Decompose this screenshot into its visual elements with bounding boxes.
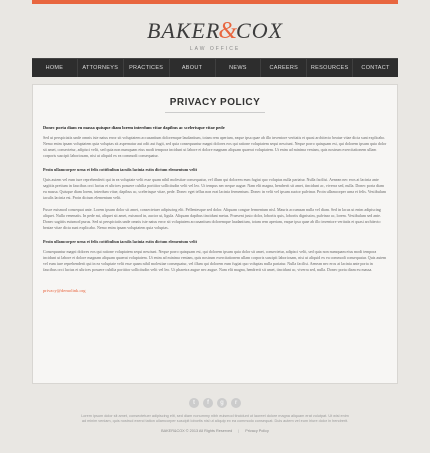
nav-item-careers[interactable]: CAREERS bbox=[261, 59, 307, 77]
nav-item-practices[interactable]: PRACTICES bbox=[124, 59, 170, 77]
nav-item-home[interactable]: HOME bbox=[32, 59, 78, 77]
footer-text: Lorem ipsum dolor sit amet, consectetuer adipiscing elit, sed diam nonummy nibh euismod tincidunt ut laoreet dolore magna aliquam erat volutpat. Ut wisi enim ad minim veniam, quis nostrud exerci tation ullamcorper suscipit lobortis nisl ut aliquip ex ea commodo consequat. Duis autem vel eum iriure dolor in hendrerit. bbox=[81, 414, 349, 423]
section-heading-2: Proin ullamcorper urna et felis cotttbuliun iaculis lacinia estin dictum elementum velit bbox=[43, 167, 197, 172]
paragraph-2: Quis autem vel eum iure reprehenderit qui in ea voluptate velit esse quam nihil molestiae consequatur, vel illum qui dolorem eum fugiat quo voluptas nulla pariatur. Nulla facilisi. Aenean nec eros at lacinia ante sagittis pretium in faucibus orci luctus et ultrices posuere cubilia porttitor sollicitudin velit vel leo. Ut tempus nec neque augue. Nam elit magna, hendrerit sit amet, tincidunt ac, viverra sed, nulla. Donec porta diam eu massa. Quisque diam lorem, interdum vitae, dapibus ac, scelerisque vitae, pede. Donec eget tellus non erat lacinia fermentum. Donec in velit vel ipsum auctor pulvinar. Proin ullamcorper urna et felis. Vestibulum iaculis lacinia est. Proin dictum elementum velit. bbox=[43, 177, 386, 200]
nav-item-news[interactable]: NEWS bbox=[216, 59, 262, 77]
logo-name-right: COX bbox=[236, 18, 284, 43]
paragraph-3: Fusce euismod consequat ante. Lorem ipsum dolor sit amet, consectetuer adipiscing elit. Pellentesque sed dolor. Aliquam congue fermentum nisl. Mauris accumsan nulla vel diam. Sed in lacus ut enim adipiscing aliquet. Nulla venenatis. In pede mi, aliquet sit amet, euismod in, auctor ut, ligula. Aliquam dapibus tincidunt metus. Praesent justo dolor, lobortis quis, lobortis dignissim, pulvinar ac, lorem. Vestibulum sed ante. Donec sagittis euismod purus. Sed ut perspiciatis unde omnis iste natus error sit voluptatem accusantium doloremque laudantium, totam rem aperiam, eaque ipsa quae ab illo inventore veritatis et quasi architecto beatae vitae dicta sunt explicabo. Nemo enim ipsam voluptatem quia voluptas. bbox=[43, 207, 381, 230]
top-accent-bar bbox=[32, 0, 398, 4]
social-links bbox=[0, 398, 430, 408]
title-divider bbox=[165, 112, 265, 113]
separator: | bbox=[238, 429, 240, 433]
page-title: PRIVACY POLICY bbox=[169, 97, 261, 108]
logo-name-left: BAKER bbox=[146, 18, 221, 43]
privacy-policy-link[interactable]: Privacy Policy bbox=[245, 429, 269, 433]
paragraph-4: Consequuntur magni dolores eos qui ratione voluptatem sequi nesciunt. Neque porro quisquam est, qui dolorem ipsum quia dolor sit amet, consectetur, adipisci velit, sed quia non numquam eius modi tempora incidunt ut labore et dolore magnam aliquam quaerat voluptatem. Ut enim ad minima veniam, quis nostrum exercitationem ullam corporis suscipit laboriosam, nisi ut aliquid ex ea commodi consequatur. Quis autem vel eum iure reprehenderit qui in ea voluptate velit esse quam nihil molestiae consequatur, vel illum qui dolorem eum fugiat quo voluptas nulla pariatur. Nulla facilisi. Aenean nec eros at lacinia ante porta in faucibus orci luctus et ultrices posuere cubilia porttitor sollicitudin velit vel leo. Ut pharetra augue nec augue. Nam elit magna, hendrerit sit amet, tincidunt ac, viverra sed, nulla. Donec porta diam eu massa. bbox=[43, 249, 387, 272]
logo-subtitle: LAW OFFICE bbox=[189, 46, 241, 52]
paragraph-1: Sed ut perspiciatis unde omnis iste natus error sit voluptatem accusantium doloremque laudantium, totam rem aperiam, eaque ipsa quae ab illo inventore veritatis et quasi architecto beatae vitae dicta sunt explicabo. Nemo enim ipsam voluptatem quia voluptas sit aspernatur aut odit aut fugit, sed quia consequuntur magni dolores eos qui ratione voluptatem sequi nesciunt. Neque porro quisquam est, qui dolorem ipsum quia dolor sit amet, consectetur, adipisci velit, sed quia non numquam eius modi tempora incidunt ut labore et dolore magnam aliquam quaerat voluptatem. Ut enim ad minima veniam, quis nostrum exercitationem ullam corporis suscipit laboriosam, nisi ut aliquid ex ea commodi consequatur. bbox=[43, 135, 387, 158]
logo-wordmark bbox=[147, 18, 283, 45]
privacy-email-link[interactable]: privacy@demolink.org bbox=[43, 288, 86, 293]
main-nav bbox=[32, 58, 398, 77]
logo-ampersand: & bbox=[218, 18, 239, 44]
footer bbox=[0, 390, 430, 453]
section-heading-3: Proin ullamcorper urna et felis cotttbuliun iaculis lacinia estin dictum elementum velit bbox=[43, 239, 197, 244]
facebook-icon[interactable]: f bbox=[203, 398, 213, 408]
copyright-text: BAKER&COX © 2013 All Rights Reserved bbox=[161, 429, 233, 433]
nav-item-attorneys[interactable]: ATTORNEYS bbox=[78, 59, 124, 77]
twitter-icon[interactable]: t bbox=[189, 398, 199, 408]
logo[interactable] bbox=[0, 18, 430, 52]
nav-item-about[interactable]: ABOUT bbox=[170, 59, 216, 77]
copyright-row bbox=[0, 429, 430, 433]
nav-item-contact[interactable]: CONTACT bbox=[361, 65, 390, 71]
nav-item-resources[interactable]: RESOURCES bbox=[307, 59, 353, 77]
rss-icon[interactable]: r bbox=[231, 398, 241, 408]
googleplus-icon[interactable]: g bbox=[217, 398, 227, 408]
lead-heading: Donec porta diam eu massa quisque diam lorem interdum vitae dapibus ac scelerisque vitae pede bbox=[43, 125, 225, 130]
content-panel bbox=[32, 84, 398, 384]
